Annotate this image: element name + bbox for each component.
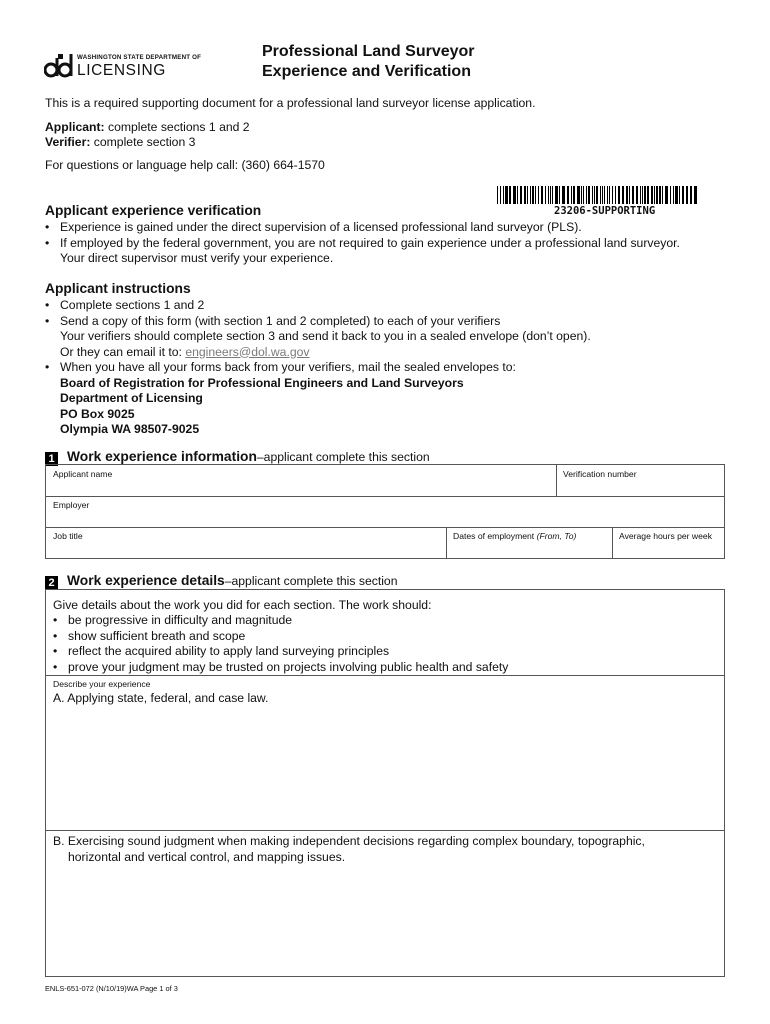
barcode-text: 23206-SUPPORTING — [554, 205, 656, 217]
barcode-bar — [509, 186, 511, 204]
barcode-bar — [659, 186, 661, 204]
barcode-bar — [586, 186, 587, 204]
required-doc-text: This is a required supporting document for a professional land surveyor license application. — [45, 96, 536, 110]
applicant-instructions-list — [45, 298, 591, 438]
dates-of-employment-field[interactable] — [453, 531, 576, 541]
divider — [556, 465, 557, 496]
average-hours-field[interactable]: Average hours per week — [619, 531, 712, 541]
barcode-bar — [548, 186, 549, 204]
details-criteria-list — [53, 613, 508, 675]
divider — [46, 496, 724, 497]
list-item: • Experience is gained under the direct supervision of a licensed professional land surveyor (PLS). — [45, 220, 680, 236]
barcode-bar — [662, 186, 663, 204]
barcode-bar — [559, 186, 560, 204]
barcode-bar — [654, 186, 655, 204]
barcode-bar — [690, 186, 692, 204]
dol-logo — [44, 50, 202, 80]
mailing-address-line: PO Box 9025 — [60, 406, 135, 421]
barcode-bar — [596, 186, 598, 204]
dol-logo-icon — [44, 50, 74, 80]
section-2-heading: Work experience details — [67, 573, 225, 588]
section-2-dash: – — [224, 574, 232, 588]
barcode-bar — [532, 186, 534, 204]
barcode-bar — [535, 186, 536, 204]
list-item-continuation-email — [45, 345, 591, 361]
barcode-bar — [642, 186, 643, 204]
barcode-bar — [670, 186, 671, 204]
part-a-field[interactable]: A. Applying state, federal, and case law. — [53, 691, 269, 705]
experience-verification-heading: Applicant experience verification — [45, 203, 262, 218]
logo-licensing-text: LICENSING — [77, 62, 166, 79]
applicant-instructions-heading: Applicant instructions — [45, 281, 191, 296]
mailing-address-line: Board of Registration for Professional Engineers and Land Surveyors — [60, 375, 464, 390]
employer-field[interactable]: Employer — [53, 500, 90, 510]
barcode-bar — [607, 186, 608, 204]
barcode-bar — [594, 186, 595, 204]
barcode-bar — [552, 186, 553, 204]
barcode-bar — [497, 186, 498, 204]
page-title — [262, 42, 475, 82]
barcode-bar — [592, 186, 593, 204]
title-line-1: Professional Land Surveyor — [262, 43, 475, 60]
divider — [612, 527, 613, 559]
barcode-bar — [571, 186, 572, 204]
barcode-bar — [651, 186, 653, 204]
part-b-line-2: horizontal and vertical control, and mapping issues. — [68, 849, 346, 864]
barcode-bar — [567, 186, 569, 204]
experience-verification-list — [45, 220, 680, 267]
barcode-bar — [602, 186, 603, 204]
verifier-text: complete section 3 — [90, 135, 196, 149]
barcode-bar — [577, 186, 580, 204]
divider — [46, 675, 724, 676]
section-2-number: 2 — [45, 576, 58, 590]
barcode-bar — [679, 186, 680, 204]
barcode-bar — [562, 186, 565, 204]
list-item: • If employed by the federal government, you are not required to gain experience under a professional land surveyor. — [45, 236, 680, 252]
barcode-bar — [629, 186, 630, 204]
list-item: • Send a copy of this form (with section 1 and 2 completed) to each of your verifiers — [45, 314, 591, 330]
barcode-bar — [555, 186, 558, 204]
section-1-dash: – — [256, 450, 264, 464]
barcode-bar — [545, 186, 546, 204]
barcode-bar — [644, 186, 646, 204]
barcode-bar — [527, 186, 528, 204]
verification-number-field[interactable]: Verification number — [563, 469, 637, 479]
section-1-heading: Work experience information — [67, 449, 257, 464]
barcode-bar — [632, 186, 634, 204]
details-intro-text: Give details about the work you did for each section. The work should: — [53, 598, 432, 612]
barcode-bar — [626, 186, 628, 204]
mailing-address-line: Department of Licensing — [60, 391, 203, 405]
job-title-field[interactable]: Job title — [53, 531, 83, 541]
barcode-icon — [497, 186, 697, 204]
barcode-bar — [656, 186, 658, 204]
barcode-bar — [647, 186, 649, 204]
barcode-bar — [604, 186, 605, 204]
section-2-subtitle: applicant complete this section — [231, 574, 398, 588]
applicant-name-field[interactable]: Applicant name — [53, 469, 113, 479]
section-1-subtitle: applicant complete this section — [263, 450, 430, 464]
mailing-address-line: Olympia WA 98507-9025 — [60, 422, 200, 436]
barcode-bar — [600, 186, 601, 204]
barcode-bar — [541, 186, 543, 204]
barcode-bar — [682, 186, 684, 204]
part-b-field[interactable] — [53, 834, 645, 865]
divider — [46, 527, 724, 528]
barcode-bar — [665, 186, 668, 204]
barcode-bar — [581, 186, 582, 204]
section-1-number: 1 — [45, 452, 58, 466]
list-item: • prove your judgment may be trusted on projects involving public health and safety — [53, 660, 508, 676]
list-item: • Complete sections 1 and 2 — [45, 298, 591, 314]
verifier-label: Verifier: — [45, 135, 91, 149]
applicant-text: complete sections 1 and 2 — [104, 120, 250, 134]
form-footer: ENLS-651-072 (N/10/19)WA Page 1 of 3 — [45, 984, 178, 993]
barcode-bar — [530, 186, 531, 204]
list-item-continuation: Your verifiers should complete section 3 and send it back to you in a sealed envelope (don’t open). — [60, 329, 591, 343]
list-item: • show sufficient breath and scope — [53, 629, 508, 645]
help-phone-text: For questions or language help call: (360) 664-1570 — [45, 158, 325, 172]
barcode-bar — [503, 186, 504, 204]
barcode-bar — [573, 186, 575, 204]
dates-label: Dates of employment — [453, 531, 537, 541]
list-item: • reflect the acquired ability to apply land surveying principles — [53, 644, 508, 660]
work-experience-info-table — [45, 464, 725, 559]
barcode-bar — [673, 186, 674, 204]
barcode-bar — [588, 186, 590, 204]
dates-italic-label: (From, To) — [536, 531, 577, 541]
barcode-bar — [636, 186, 638, 204]
list-item: • When you have all your forms back from your verifiers, mail the sealed envelopes to: — [45, 360, 591, 376]
title-line-2: Experience and Verification — [262, 63, 471, 80]
part-b-line-1: B. Exercising sound judgment when making independent decisions regarding complex boundary, topographic, — [53, 834, 645, 848]
logo-department-text: WASHINGTON STATE DEPARTMENT OF — [77, 54, 202, 61]
barcode-bar — [538, 186, 539, 204]
email-link[interactable]: engineers@dol.wa.gov — [185, 344, 310, 359]
barcode-bar — [615, 186, 616, 204]
barcode-bar — [583, 186, 584, 204]
barcode-bar — [675, 186, 678, 204]
barcode-bar — [609, 186, 610, 204]
applicant-instruction-line — [45, 120, 250, 136]
divider — [46, 830, 724, 831]
describe-experience-label: Describe your experience — [53, 679, 151, 689]
barcode-bar — [500, 186, 501, 204]
work-experience-details-box — [45, 589, 725, 977]
verifier-instruction-line — [45, 135, 195, 151]
barcode-bar — [612, 186, 613, 204]
barcode-bar — [622, 186, 624, 204]
barcode-bar — [686, 186, 688, 204]
section-2-title — [45, 573, 397, 590]
divider — [446, 527, 447, 559]
barcode-bar — [524, 186, 526, 204]
barcode-bar — [694, 186, 697, 204]
email-prefix-text: Or they can email it to: — [60, 344, 186, 359]
barcode-bar — [618, 186, 620, 204]
list-item: • be progressive in difficulty and magnitude — [53, 613, 508, 629]
barcode-bar — [520, 186, 522, 204]
applicant-label: Applicant: — [45, 120, 105, 134]
barcode-bar — [513, 186, 516, 204]
barcode-bar — [550, 186, 551, 204]
barcode-bar — [640, 186, 641, 204]
barcode-bar — [517, 186, 518, 204]
list-item-continuation: Your direct supervisor must verify your experience. — [60, 251, 334, 265]
barcode-bar — [505, 186, 508, 204]
